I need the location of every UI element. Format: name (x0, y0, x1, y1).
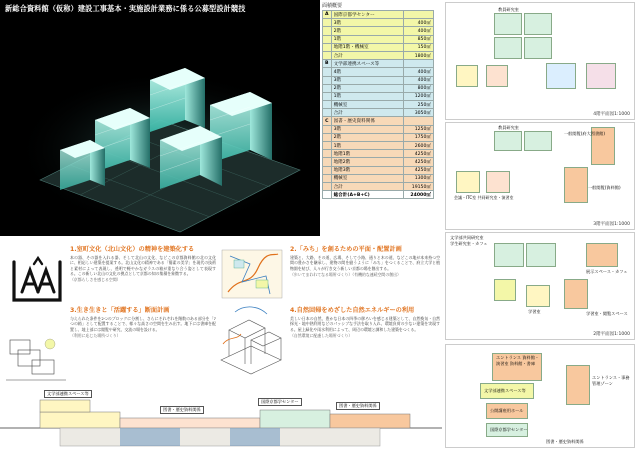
room-label: 図書・歴史資料関係 (546, 439, 584, 444)
area-group-key (323, 19, 332, 27)
area-value: 400㎡ (404, 19, 434, 27)
area-row (323, 125, 434, 133)
area-label: 図書・歴史資料関係 (331, 117, 403, 125)
area-label: 文学部連携スペース等 (331, 60, 403, 68)
room-label: 一般閲覧(府大図書館) (564, 131, 605, 136)
room-box (456, 65, 478, 87)
area-value: 4250㎡ (404, 158, 434, 166)
area-group-key (323, 158, 332, 166)
room-box (494, 37, 522, 59)
section-label-d: 図書・歴史資料関係 (336, 402, 380, 410)
room-label: 学生研究室・カフェ (450, 241, 488, 246)
room-box (524, 13, 552, 35)
room-box (524, 131, 552, 151)
area-row (323, 150, 434, 158)
building-section (0, 388, 442, 450)
area-value: 19150㎡ (404, 182, 434, 190)
section-2-sub: （歩いてまわれてなる場所づくり）（有機的な連続空間の創出） (290, 271, 401, 277)
area-value: 1300㎡ (404, 174, 434, 182)
area-row (323, 133, 434, 141)
area-row (323, 174, 434, 182)
area-table (322, 10, 434, 199)
section-3 (70, 305, 216, 338)
plan-4f (445, 2, 635, 120)
area-group-key (323, 109, 332, 117)
area-value: 4250㎡ (404, 150, 434, 158)
area-value: 250㎡ (404, 101, 434, 109)
room-label: 公開講座用ホール (490, 408, 524, 413)
section-1-body: 本の器、その器を入れる器、そして北山の文化、などこの京都資料館の北の文化に、相応しい建築を提案する。北山文化の精神である「簡素の美学」を現代の技術と素材によって表現し、透明で軽やかなガラスの箱が重なり合う姿として表現する。この新しい北山の文化の拠点として京都の知の集積を象徴する。 (70, 255, 216, 276)
area-row (323, 109, 434, 117)
room-label: 文学部共同研究室 (450, 235, 484, 240)
concept-sketch (220, 246, 284, 302)
area-group-key (323, 84, 332, 92)
section-1-sub: （京都らしさを感じる空間） (70, 277, 121, 283)
area-group-key: C (323, 117, 332, 125)
area-label: 合計 (331, 109, 403, 117)
area-group-key (323, 101, 332, 109)
area-value: 2600㎡ (404, 142, 434, 150)
area-label: 機械室 (331, 101, 403, 109)
area-row (323, 92, 434, 100)
section-1 (70, 244, 216, 282)
area-value: 800㎡ (404, 84, 434, 92)
area-group-key (323, 68, 332, 76)
section-4-sub: （自然環境に配慮した場所づくり） (290, 332, 353, 338)
area-row (323, 191, 434, 199)
area-group-key (323, 150, 332, 158)
plan-scale-3f: 3階平面図1:1000 (593, 222, 630, 227)
room-box (546, 63, 576, 89)
room-box (586, 63, 616, 89)
area-row (323, 117, 434, 125)
section-4 (290, 305, 440, 338)
room-box (526, 285, 550, 307)
concept-sketch-graphic (220, 246, 284, 302)
area-label: 地階1階 (331, 150, 403, 158)
room-label: 会議・ITC室 共同研究室・演習室 (454, 195, 514, 200)
area-row (323, 182, 434, 190)
area-row (323, 84, 434, 92)
area-row (323, 60, 434, 68)
section-3-body: 与えられた条件を2つのブロックに分割し、さらにそれぞれを階数のある部分を「7つの箱」として配置することで、様々な高さの空間を生み出す。地下には書庫を配置し、地上部には閲覧や研究、交流の場を設ける。 (70, 316, 216, 332)
area-group-key (323, 142, 332, 150)
plan-scale-4f: 4階平面図1:1000 (593, 112, 630, 117)
room-label: 展示スペース・カフェ (586, 269, 628, 274)
model-render (0, 0, 320, 236)
room-box (486, 65, 508, 87)
area-value: 850㎡ (404, 35, 434, 43)
area-label: 4階 (331, 68, 403, 76)
section-sketch-left (4, 330, 68, 386)
section-sketch-left-graphic (4, 330, 68, 386)
area-value: 400㎡ (404, 27, 434, 35)
area-label: 2階 (331, 133, 403, 141)
area-value: 150㎡ (404, 43, 434, 51)
room-label: エントランス・事務管理ゾーン (592, 375, 630, 386)
area-row (323, 35, 434, 43)
area-label: 2階 (331, 84, 403, 92)
area-label: 合計 (331, 51, 403, 59)
area-group-key (323, 174, 332, 182)
room-box (586, 243, 618, 267)
room-label: 教員研究室 (498, 125, 519, 130)
section-2 (290, 244, 440, 277)
room-label: エントランス 資料館・演習室 資料館・書庫 (496, 355, 540, 366)
area-group-key (323, 27, 332, 35)
plan-3f (445, 122, 635, 230)
area-label: 総合計(A+B+C) (331, 191, 403, 199)
area-label: 1階 (331, 92, 403, 100)
area-value (404, 117, 434, 125)
area-label: 地階3階 (331, 166, 403, 174)
area-value: 400㎡ (404, 76, 434, 84)
area-label: 1階 (331, 142, 403, 150)
room-label: 一般閲覧(資料館) (588, 185, 621, 190)
competition-title: 新総合資料館（仮称）建設工事基本・実施設計業務に係る公募型設計競技 (5, 4, 246, 13)
section-2-body: 建築と、大路、その道、広場、そして小路、通りと木の道、などこの地が本来持つ空間の豊かさを継承し、建物の間を縫うように「みち」をつくることで、府立大学と植物園を結び、人々が行き交う新しい京都の場を創出する。 (290, 255, 440, 271)
area-group-key (323, 43, 332, 51)
area-value: 3050㎡ (404, 109, 434, 117)
model-render-graphic (0, 0, 320, 236)
room-box (564, 279, 588, 309)
room-label: 教員研究室 (498, 7, 519, 12)
area-value: 24000㎡ (404, 191, 434, 199)
area-group-key (323, 191, 332, 199)
section-label-a: 文学部連携スペース等 (44, 390, 92, 398)
room-box (526, 243, 556, 267)
area-label: 2階 (331, 27, 403, 35)
section-1-heading: 1.室町文化（北山文化）の精神を建築化する (70, 246, 195, 253)
area-row (323, 43, 434, 51)
room-box (524, 37, 552, 59)
section-2-heading: 2.「みち」を創るための平面・配置計画 (290, 246, 402, 253)
area-value: 1200㎡ (404, 92, 434, 100)
area-group-key (323, 125, 332, 133)
area-group-key (323, 133, 332, 141)
room-box (486, 171, 510, 193)
area-value: 1800㎡ (404, 51, 434, 59)
room-label: 国際京都学センター (490, 427, 528, 432)
area-label: 地階1階・機械室 (331, 43, 403, 51)
axonometric-sketch (215, 300, 287, 384)
section-label-b: 図書・歴史資料関係 (160, 406, 204, 414)
room-box (494, 13, 522, 35)
area-row (323, 51, 434, 59)
plan-2f (445, 232, 635, 340)
room-box (494, 131, 522, 151)
area-row (323, 76, 434, 84)
area-group-key (323, 182, 332, 190)
area-group-key (323, 166, 332, 174)
area-row (323, 68, 434, 76)
area-value: 1250㎡ (404, 125, 434, 133)
section-3-sub: （利用に応じた場所づくり） (70, 332, 121, 338)
section-label-c: 国際京都学センター (258, 398, 302, 406)
area-summary (322, 2, 440, 234)
plan-1f (445, 344, 635, 448)
area-group-key: A (323, 11, 332, 19)
area-row (323, 158, 434, 166)
area-label: 国際京都学センター (331, 11, 403, 19)
calligraphy-mark-graphic (8, 252, 66, 308)
calligraphy-mark (8, 252, 66, 308)
area-label: 合計 (331, 182, 403, 190)
room-box (564, 167, 588, 203)
section-4-body: 美しい日本の自然、豊かな日本の四季の移ろいを感じる建築として、自然換気・自然採光・地中熱利用などのパッシブな手法を取り入れ、環境負荷の少ない建築を実現する。屋上緑化や雨水利用によって、周辺の環境と調和した建築をつくる。 (290, 316, 440, 332)
area-label: 3階 (331, 76, 403, 84)
room-box (494, 279, 516, 301)
area-value: 400㎡ (404, 68, 434, 76)
area-row (323, 142, 434, 150)
area-group-key (323, 92, 332, 100)
area-row (323, 19, 434, 27)
section-4-heading: 4.自然回帰をめざした自然エネルギーの利用 (290, 307, 415, 314)
area-label: 地階2階 (331, 158, 403, 166)
area-value: 4250㎡ (404, 166, 434, 174)
area-group-key (323, 51, 332, 59)
area-value (404, 60, 434, 68)
room-box (566, 365, 590, 405)
area-group-key: B (323, 60, 332, 68)
area-value: 1750㎡ (404, 133, 434, 141)
plan-scale-2f: 2階平面図1:1000 (593, 332, 630, 337)
area-row (323, 27, 434, 35)
room-label: 学習室 (528, 309, 541, 314)
area-label: 1階 (331, 35, 403, 43)
area-label: 3階 (331, 19, 403, 27)
area-row (323, 166, 434, 174)
area-summary-caption: 面積概要 (322, 3, 343, 9)
area-row (323, 11, 434, 19)
area-label: 機械室 (331, 174, 403, 182)
area-row (323, 101, 434, 109)
area-label: 3階 (331, 125, 403, 133)
room-label: 文学部連携スペース等 (484, 388, 526, 393)
room-box (494, 243, 524, 267)
axonometric-sketch-graphic (215, 300, 287, 384)
room-label: 学習室・閲覧スペース (586, 311, 628, 316)
room-box (456, 171, 480, 193)
area-group-key (323, 35, 332, 43)
area-value (404, 11, 434, 19)
section-3-heading: 3.生き生きと「活躍する」断面計画 (70, 307, 170, 314)
area-group-key (323, 76, 332, 84)
